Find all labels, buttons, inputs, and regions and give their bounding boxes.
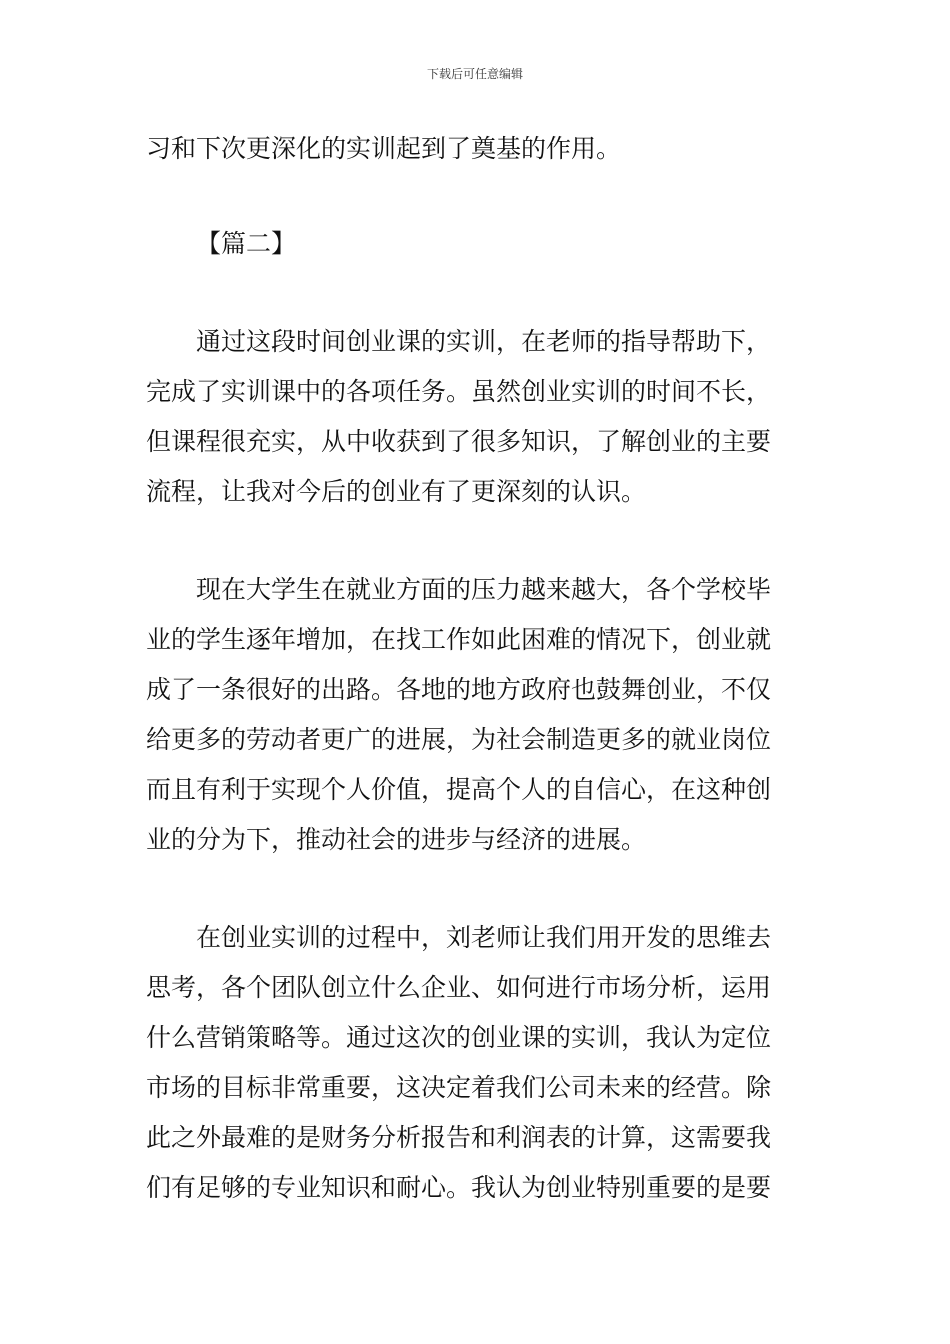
paragraph-1 [146,317,808,517]
paragraph-line: 思考，各个团队创立什么企业、如何进行市场分析，运用 [146,973,772,1002]
paragraph-line: 但课程很充实，从中收获到了很多知识，了解创业的主要 [146,427,772,456]
page-header: 下载后可任意编辑 [426,67,523,81]
paragraph-line: 业的学生逐年增加，在找工作如此困难的情况下，创业就 [146,625,772,654]
paragraph-line: 此之外最难的是财务分析报告和利润表的计算，这需要我 [146,1123,772,1152]
paragraph-line: 业的分为下，推动社会的进步与经济的进展。 [146,825,647,854]
opening-line: 习和下次更深化的实训起到了奠基的作用。 [146,134,622,163]
document-body [146,124,808,1213]
paragraph-2 [146,565,808,865]
paragraph-line: 成了一条很好的出路。各地的地方政府也鼓舞创业，不仅 [146,675,772,704]
paragraph-line: 而且有利于实现个人价值，提高个人的自信心，在这种创 [146,775,772,804]
paragraph-line: 给更多的劳动者更广的进展，为社会制造更多的就业岗位 [146,725,772,754]
paragraph-line: 市场的目标非常重要，这决定着我们公司未来的经营。除 [146,1073,772,1102]
paragraph-line: 什么营销策略等。通过这次的创业课的实训，我认为定位 [146,1023,772,1052]
paragraph-line: 在创业实训的过程中，刘老师让我们用开发的思维去 [196,923,772,952]
paragraph-line: 流程，让我对今后的创业有了更深刻的认识。 [146,477,647,506]
paragraph-line: 们有足够的专业知识和耐心。我认为创业特别重要的是要 [146,1173,772,1202]
paragraph-line: 现在大学生在就业方面的压力越来越大，各个学校毕 [196,575,772,604]
section-heading: 【篇二】 [196,229,297,258]
paragraph-3 [146,913,808,1213]
paragraph-line: 完成了实训课中的各项任务。虽然创业实训的时间不长， [146,377,772,406]
paragraph-line: 通过这段时间创业课的实训，在老师的指导帮助下， [196,327,772,356]
